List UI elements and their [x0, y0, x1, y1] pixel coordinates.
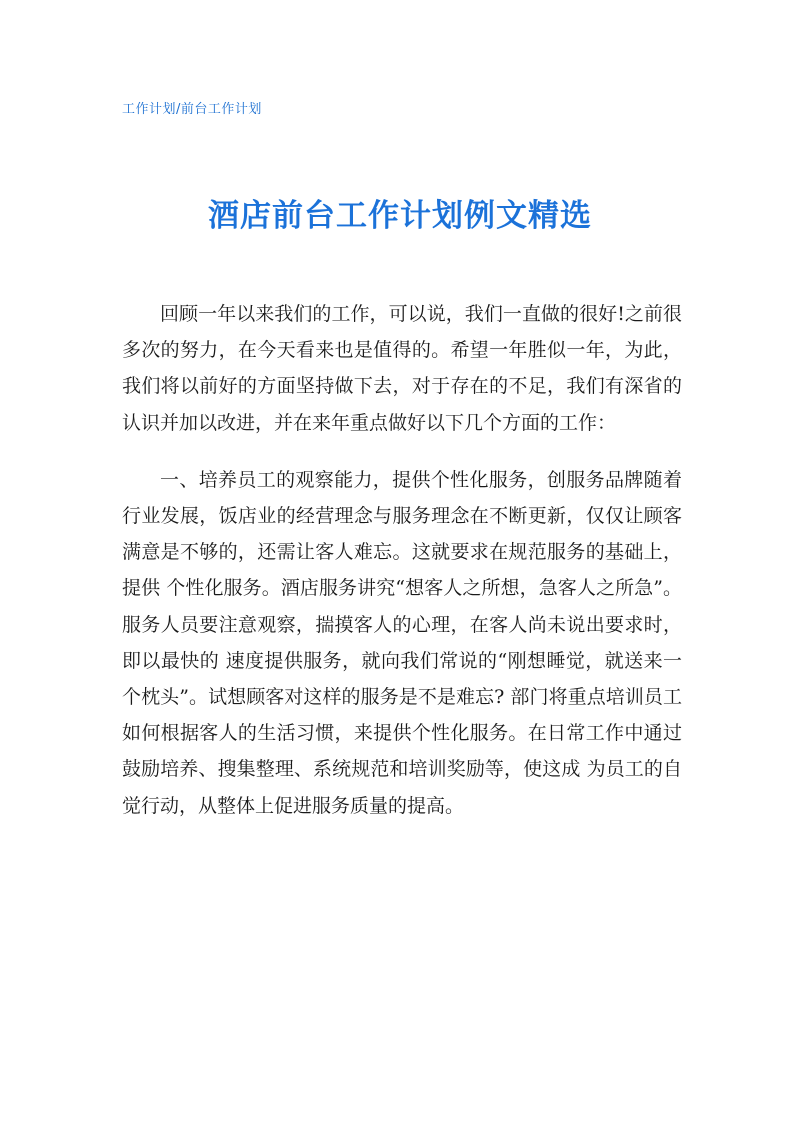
article-body	[122, 296, 682, 845]
breadcrumb-separator: /	[176, 102, 181, 117]
page-title: 酒店前台工作计划例文精选	[208, 198, 592, 234]
breadcrumb-link-subcategory[interactable]: 前台工作计划	[180, 102, 262, 117]
paragraph-section-one: 一、培养员工的观察能力，提供个性化服务，创服务品牌随着行业发展，饭店业的经营理念与服务理念在不断更新，仅仅让顾客满意是不够的，还需让客人难忘。这就要求在规范服务的基础上，提供 个性化服务。酒店服务讲究“想客人之所想，急客人之所急”。服务人员要注意观察，揣摸客人的心理，在客人尚未说出要求时，即以最快的 速度提供服务，就向我们常说的“刚想睡觉，就送来一个枕头”。试想顾客对这样的服务是不是难忘? 部门将重点培训员工如何根据客人的生活习惯，来提供个性化服务。在日常工作中通过鼓励培养、搜集整理、系统规范和培训奖励等，使这成 为员工的自觉行动，从整体上促进服务质量的提高。	[122, 468, 682, 817]
breadcrumb-link-category[interactable]: 工作计划	[122, 102, 177, 117]
breadcrumb	[122, 98, 262, 117]
paragraph-intro: 回顾一年以来我们的工作，可以说，我们一直做的很好!之前很多次的努力，在今天看来也是值得的。希望一年胜似一年，为此，我们将以前好的方面坚持做下去，对于存在的不足，我们有深省的认识并加以改进，并在来年重点做好以下几个方面的工作：	[122, 303, 682, 434]
